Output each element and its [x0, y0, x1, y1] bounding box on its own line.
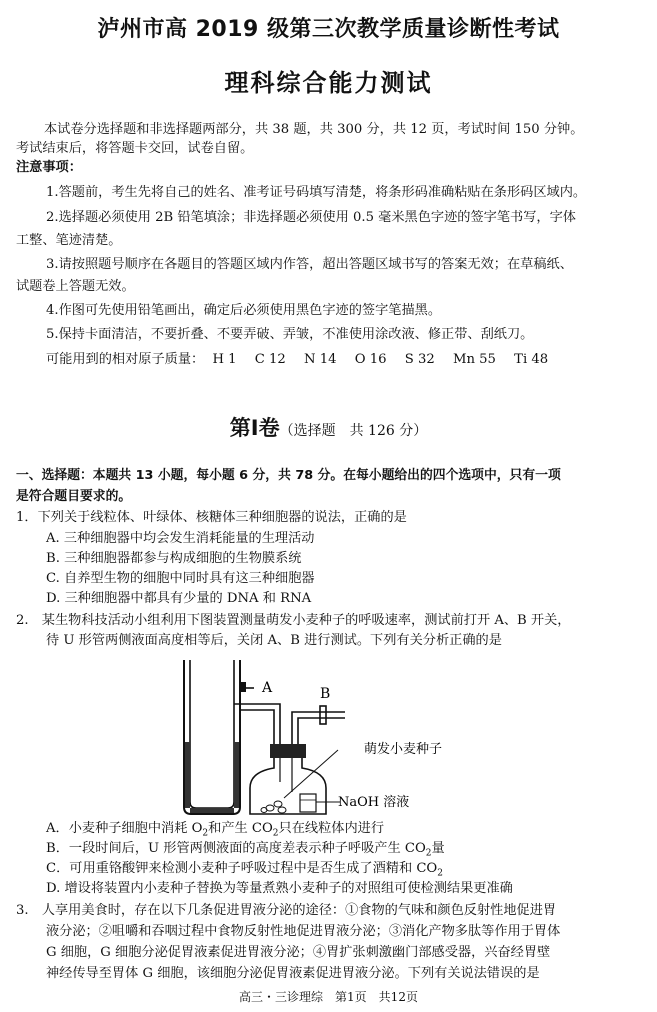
note-4: 4.作图可先使用铅笔画出，确定后必须使用黑色字迹的签字笔描黑。	[46, 303, 442, 318]
section-note: （选择题 共 126 分）	[279, 423, 428, 439]
atomic-mass-item: Ti 48	[514, 352, 549, 367]
q2-option-b: B．一段时间后，U 形管两侧液面的高度差表示种子呼吸产生 $CO_2$量	[46, 841, 445, 859]
label-seeds: 萌发小麦种子	[364, 742, 443, 757]
part1-line-2: 是符合题目要求的。	[16, 489, 132, 504]
naoh-beaker	[300, 794, 316, 812]
q2-stem-1: 2. 某生物科技活动小组利用下图装置测量萌发小麦种子的呼吸速率，测试前打开 A、B 开关，	[16, 613, 571, 628]
stopper	[270, 744, 306, 758]
note-1: 1.答题前，考生先将自己的姓名、准考证号码填写清楚，将条形码准确粘贴在条形码区域内。	[46, 185, 587, 200]
q1-option-a: A. 三种细胞器中均会发生消耗能量的生理活动	[46, 531, 315, 546]
section-heading	[0, 412, 657, 442]
note-2b: 工整、笔迹清楚。	[16, 233, 122, 248]
atomic-mass-item: Mn 55	[452, 352, 496, 367]
q1-option-d: D. 三种细胞器中都具有少量的 DNA 和 RNA	[46, 591, 312, 606]
atomic-mass-item: N 14	[304, 352, 337, 367]
intro-line-1: 本试卷分选择题和非选择题两部分，共 38 题，共 300 分，共 12 页，考试时间 150 分钟。	[44, 122, 584, 137]
atomic-masses	[46, 351, 562, 369]
note-2a: 2.选择题必须使用 2B 铅笔填涂；非选择题必须使用 0.5 毫米黑色字迹的签字笔书写，字体	[46, 210, 576, 225]
q1-stem: 1．下列关于线粒体、叶绿体、核糖体三种细胞器的说法，正确的是	[16, 510, 407, 525]
valve-a-icon	[241, 682, 246, 692]
apparatus-figure	[170, 652, 500, 818]
part1-line-1: 一、选择题：本题共 13 小题，每小题 6 分，共 78 分。在每小题给出的四个选项中，只有一项	[16, 468, 561, 483]
q2-option-a: A．小麦种子细胞中消耗 $O_2$和产生 $CO_2$只在线粒体内进行	[46, 821, 385, 839]
atomic-mass-item: O 16	[354, 352, 387, 367]
label-a: A	[262, 680, 273, 696]
page-footer: 高三・三诊理综 第1页 共12页	[239, 990, 418, 1004]
q1-option-c: C. 自养型生物的细胞中同时具有这三种细胞器	[46, 571, 315, 586]
label-b: B	[320, 686, 331, 702]
section-title: 第Ⅰ卷	[229, 416, 280, 440]
atomic-mass-item: S 32	[404, 352, 435, 367]
label-naoh: NaOH 溶液	[338, 795, 410, 810]
note-5: 5.保持卡面清洁，不要折叠、不要弄破、弄皱，不准使用涂改液、修正带、刮纸刀。	[46, 327, 534, 342]
note-3b: 试题卷上答题无效。	[16, 279, 135, 294]
exam-title: 泸州市高 2019 级第三次教学质量诊断性考试	[97, 17, 560, 42]
u-tube-left-arm	[184, 660, 240, 814]
q1-option-b: B. 三种细胞器都参与构成细胞的生物膜系统	[46, 551, 302, 566]
u-tube-liquid	[185, 742, 190, 808]
atomic-mass-item: C 12	[254, 352, 286, 367]
note-3a: 3.请按照题号顺序在各题目的答题区域内作答，超出答题区域书写的答案无效；在草稿纸、	[46, 257, 573, 272]
u-tube-inner	[190, 660, 234, 808]
q3-line-3: G 细胞，G 细胞分泌促胃液素促进胃液分泌；④胃扩张刺激幽门部感受器，兴奋经胃壁	[46, 945, 551, 960]
q2-stem-2: 待 U 形管两侧液面高度相等后，关闭 A、B 进行测试。下列有关分析正确的是	[46, 633, 502, 648]
q2-option-d: D. 增设将装置内小麦种子替换为等量煮熟小麦种子的对照组可使检测结果更准确	[46, 881, 513, 896]
atomic-masses-label: 可能用到的相对原子质量：	[46, 352, 205, 367]
intro-line-2: 考试结束后，将答题卡交回，试卷自留。	[16, 141, 254, 156]
q3-line-1: 3. 人享用美食时，存在以下几条促进胃液分泌的途径：①食物的气味和颜色反射性地促进胃	[16, 903, 557, 918]
q2-option-c: C．可用重铬酸钾来检测小麦种子呼吸过程中是否生成了酒精和 $CO_2$	[46, 861, 443, 879]
flask	[250, 758, 326, 814]
q3-line-4: 神经传导至胃体 G 细胞，该细胞分泌促胃液素促进胃液分泌。下列有关说法错误的是	[46, 966, 540, 981]
notes-heading: 注意事项：	[16, 160, 82, 175]
q3-line-2: 液分泌；②咀嚼和吞咽过程中食物反射性地促进胃液分泌；③消化产物多肽等作用于胃体	[46, 924, 561, 939]
atomic-mass-item: H 1	[212, 352, 237, 367]
exam-subtitle: 理科综合能力测试	[224, 69, 433, 97]
valve-b-icon	[320, 706, 326, 724]
